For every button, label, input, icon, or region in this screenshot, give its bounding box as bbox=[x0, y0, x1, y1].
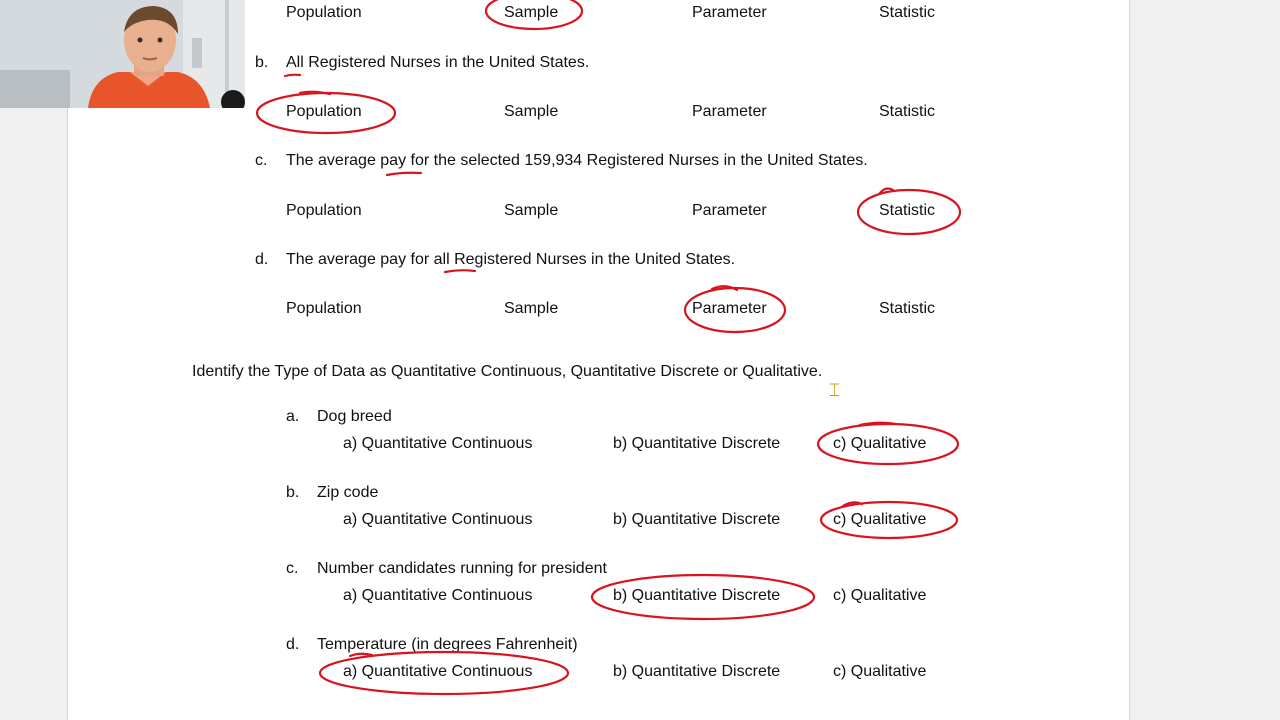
option-statistic: Statistic bbox=[879, 4, 936, 21]
option-parameter: Parameter bbox=[692, 202, 767, 219]
option-population: Population bbox=[286, 103, 362, 120]
question-text: The average pay for all Registered Nurses in the United States. bbox=[286, 251, 736, 268]
document-page bbox=[67, 0, 1130, 720]
option-population: Population bbox=[286, 300, 362, 317]
option-quant-continuous: a) Quantitative Continuous bbox=[343, 511, 533, 528]
option-quant-discrete: b) Quantitative Discrete bbox=[613, 587, 781, 604]
option-quant-discrete: b) Quantitative Discrete bbox=[613, 663, 781, 680]
question-text: Zip code bbox=[317, 484, 379, 501]
item-marker: d. bbox=[255, 251, 269, 268]
option-quant-discrete: b) Quantitative Discrete bbox=[613, 435, 781, 452]
presenter-image bbox=[0, 0, 245, 108]
option-qualitative: c) Qualitative bbox=[833, 511, 927, 528]
option-qualitative: c) Qualitative bbox=[833, 435, 927, 452]
option-statistic: Statistic bbox=[879, 202, 936, 219]
webcam-overlay bbox=[0, 0, 245, 108]
question-text: Dog breed bbox=[317, 408, 392, 425]
option-qualitative: c) Qualitative bbox=[833, 663, 927, 680]
option-parameter: Parameter bbox=[692, 103, 767, 120]
item-marker: a. bbox=[286, 408, 300, 425]
option-quant-discrete: b) Quantitative Discrete bbox=[613, 511, 781, 528]
item-marker: d. bbox=[286, 636, 300, 653]
option-sample: Sample bbox=[504, 202, 559, 219]
option-qualitative: c) Qualitative bbox=[833, 587, 927, 604]
option-statistic: Statistic bbox=[879, 103, 936, 120]
option-statistic: Statistic bbox=[879, 300, 936, 317]
text-cursor-icon: ⌶ bbox=[829, 380, 840, 400]
item-marker: c. bbox=[286, 560, 299, 577]
item-marker: b. bbox=[255, 54, 269, 71]
item-marker: c. bbox=[255, 152, 268, 169]
option-population: Population bbox=[286, 202, 362, 219]
option-sample: Sample bbox=[504, 4, 559, 21]
option-sample: Sample bbox=[504, 103, 559, 120]
option-quant-continuous: a) Quantitative Continuous bbox=[343, 435, 533, 452]
question-text: All Registered Nurses in the United States. bbox=[286, 54, 590, 71]
option-quant-continuous: a) Quantitative Continuous bbox=[343, 663, 533, 680]
question-text: Number candidates running for president bbox=[317, 560, 607, 577]
question-text: Temperature (in degrees Fahrenheit) bbox=[317, 636, 578, 653]
question-text: The average pay for the selected 159,934 Registered Nurses in the United States. bbox=[286, 152, 868, 169]
option-quant-continuous: a) Quantitative Continuous bbox=[343, 587, 533, 604]
option-parameter: Parameter bbox=[692, 300, 767, 317]
item-marker: b. bbox=[286, 484, 300, 501]
option-population: Population bbox=[286, 4, 362, 21]
option-parameter: Parameter bbox=[692, 4, 767, 21]
section-heading: Identify the Type of Data as Quantitative Continuous, Quantitative Discrete or Qualitative. bbox=[192, 363, 823, 380]
option-sample: Sample bbox=[504, 300, 559, 317]
